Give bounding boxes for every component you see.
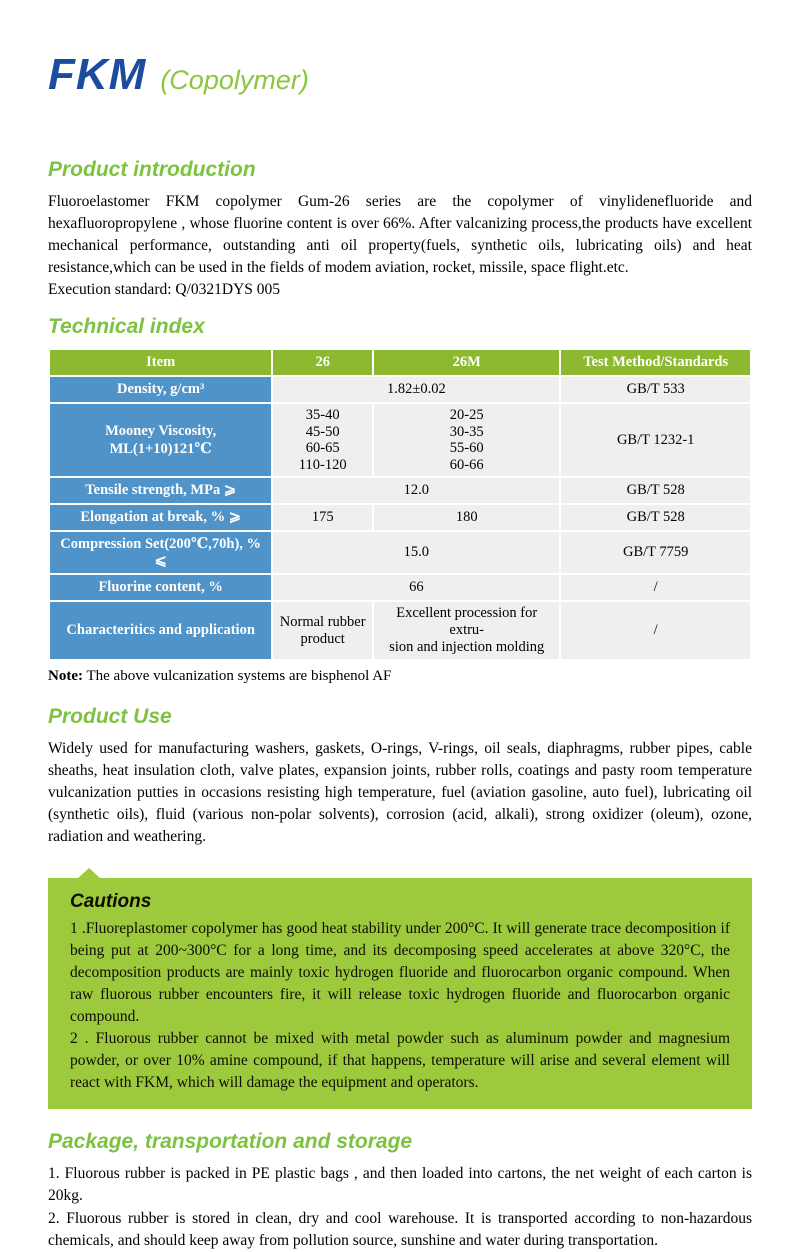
- mooney-26-line: 35-40: [305, 407, 340, 423]
- package-item-1: 1. Fluorous rubber is packed in PE plastic bags , and then loaded into cartons, the net weight of each carton is 20kg.: [48, 1165, 752, 1204]
- mooney-26-line: 45-50: [305, 423, 340, 440]
- mooney-26m-line: 55-60: [449, 440, 484, 456]
- table-row-mooney-viscosity: [49, 403, 751, 477]
- table-row-characteristics: [49, 601, 751, 660]
- execution-standard-line: Execution standard: Q/0321DYS 005: [48, 281, 281, 298]
- note-label: Note:: [48, 668, 83, 684]
- section-product-introduction: [48, 158, 752, 301]
- package-items: [48, 1163, 752, 1252]
- package-heading: Package, transportation and storage: [48, 1130, 413, 1153]
- table-row-elongation: [49, 504, 751, 531]
- mooney-method-cell: GB/T 1232-1: [560, 403, 751, 477]
- fluorine-item-cell: Fluorine content, %: [49, 574, 272, 601]
- mooney-26-cell: [272, 403, 373, 477]
- elongation-26m-cell: 180: [373, 504, 560, 531]
- technical-index-heading: Technical index: [48, 315, 205, 338]
- characteristics-26-line: product: [300, 630, 345, 647]
- density-value-cell: 1.82±0.02: [272, 376, 560, 403]
- mooney-item-cell: Mooney Viscosity, ML(1+10)121℃: [49, 403, 272, 477]
- cautions-item-1: 1 .Fluoreplastomer copolymer has good heat stability under 200°C. It will generate trace decomposition if being put at 200~300°C for a long time, and its decomposing speed accelerates at above 320°C, the decomposition products are mainly toxic hydrogen fluoride and fluorocarbon organic compound. When raw fluorous rubber encounters fire, it will release toxic hydrogen fluoride and fluorocarbon organic compound.: [70, 920, 730, 1025]
- column-header-test-method: Test Method/Standards: [560, 349, 751, 376]
- table-row-density: [49, 376, 751, 403]
- brand-logo: [48, 50, 752, 100]
- tensile-value-cell: 12.0: [272, 477, 560, 504]
- fluorine-method-cell: /: [560, 574, 751, 601]
- characteristics-26-cell: [272, 601, 373, 660]
- fluorine-value-cell: 66: [272, 574, 560, 601]
- mooney-26-line: 60-65: [305, 440, 340, 456]
- product-use-heading: Product Use: [48, 705, 172, 728]
- brand-name: FKM: [48, 50, 147, 99]
- characteristics-26m-line: sion and injection molding: [389, 639, 545, 655]
- section-product-use: [48, 705, 752, 848]
- package-item-2: 2. Fluorous rubber is stored in clean, dry and cool warehouse. It is transported according to non-hazardous chemicals, and should keep away from pollution source, sunshine and water during transportation.: [48, 1210, 752, 1249]
- column-header-26: 26: [272, 349, 373, 376]
- product-introduction-text: Fluoroelastomer FKM copolymer Gum-26 series are the copolymer of vinylidenefluoride and hexafluoropropylene , whose fluorine content is over 66%. After valcanizing process,the products have excellent mechanical performance, outstanding anti oil property(fuels, synthetic oils, lubricating oils) and heat resistance,which can be used in the fields of modem aviation, rocket, missile, space flight.etc.: [48, 193, 752, 276]
- tensile-method-cell: GB/T 528: [560, 477, 751, 504]
- mooney-26m-line: 30-35: [449, 423, 484, 440]
- elongation-method-cell: GB/T 528: [560, 504, 751, 531]
- compression-value-cell: 15.0: [272, 531, 560, 574]
- table-row-fluorine-content: [49, 574, 751, 601]
- compression-method-cell: GB/T 7759: [560, 531, 751, 574]
- characteristics-item-cell: Characteritics and application: [49, 601, 272, 660]
- compression-item-cell: Compression Set(200℃,70h), % ⩽: [49, 531, 272, 574]
- density-method-cell: GB/T 533: [560, 376, 751, 403]
- mooney-26m-line: 60-66: [449, 456, 484, 473]
- cautions-notch-triangle: [77, 868, 101, 879]
- technical-index-table: [48, 348, 752, 661]
- cautions-heading: Cautions: [70, 891, 152, 912]
- product-use-text: Widely used for manufacturing washers, gaskets, O-rings, V-rings, oil seals, diaphragms, rubber pipes, cable sheaths, heat insulation cloth, valve plates, expansion joints, rubber rolls, coatings and pasty room temperature vulcanization putties in occasions resisting high temperature, fuel (aviation gasoline, auto fuel), lubricating oil (synthetic oils), fluid (various non-polar solvents), corrosion (acid, alkali), strong oxidizer (oleum), ozone, radiation and weathering.: [48, 740, 752, 845]
- note-text: The above vulcanization systems are bisphenol AF: [82, 668, 392, 684]
- product-introduction-heading: Product introduction: [48, 158, 256, 181]
- column-header-26m: 26M: [373, 349, 560, 376]
- elongation-26-cell: 175: [272, 504, 373, 531]
- elongation-item-cell: Elongation at break, % ⩾: [49, 504, 272, 531]
- tensile-item-cell: Tensile strength, MPa ⩾: [49, 477, 272, 504]
- section-technical-index: [48, 315, 752, 685]
- cautions-item-2: 2 . Fluorous rubber cannot be mixed with metal powder such as aluminum powder and magnesium powder, or over 10% amine compound, if that happens, temperature will arise and several element will react with FKM, which will damage the equipment and operators.: [70, 1030, 730, 1091]
- brand-subtitle: (Copolymer): [160, 65, 309, 95]
- table-row-tensile-strength: [49, 477, 751, 504]
- mooney-26m-cell: [373, 403, 560, 477]
- density-item-cell: Density, g/cm³: [49, 376, 272, 403]
- mooney-26-line: 110-120: [298, 456, 347, 473]
- cautions-box: [48, 878, 752, 1109]
- characteristics-26m-cell: [373, 601, 560, 660]
- mooney-26m-line: 20-25: [449, 407, 484, 423]
- table-header-row: [49, 349, 751, 376]
- characteristics-method-cell: /: [560, 601, 751, 660]
- characteristics-26m-line: Excellent procession for extru-: [396, 605, 538, 638]
- table-row-compression-set: [49, 531, 751, 574]
- column-header-item: Item: [49, 349, 272, 376]
- table-note: [48, 668, 752, 685]
- characteristics-26-line: Normal rubber: [279, 613, 366, 630]
- section-package: [48, 1130, 752, 1252]
